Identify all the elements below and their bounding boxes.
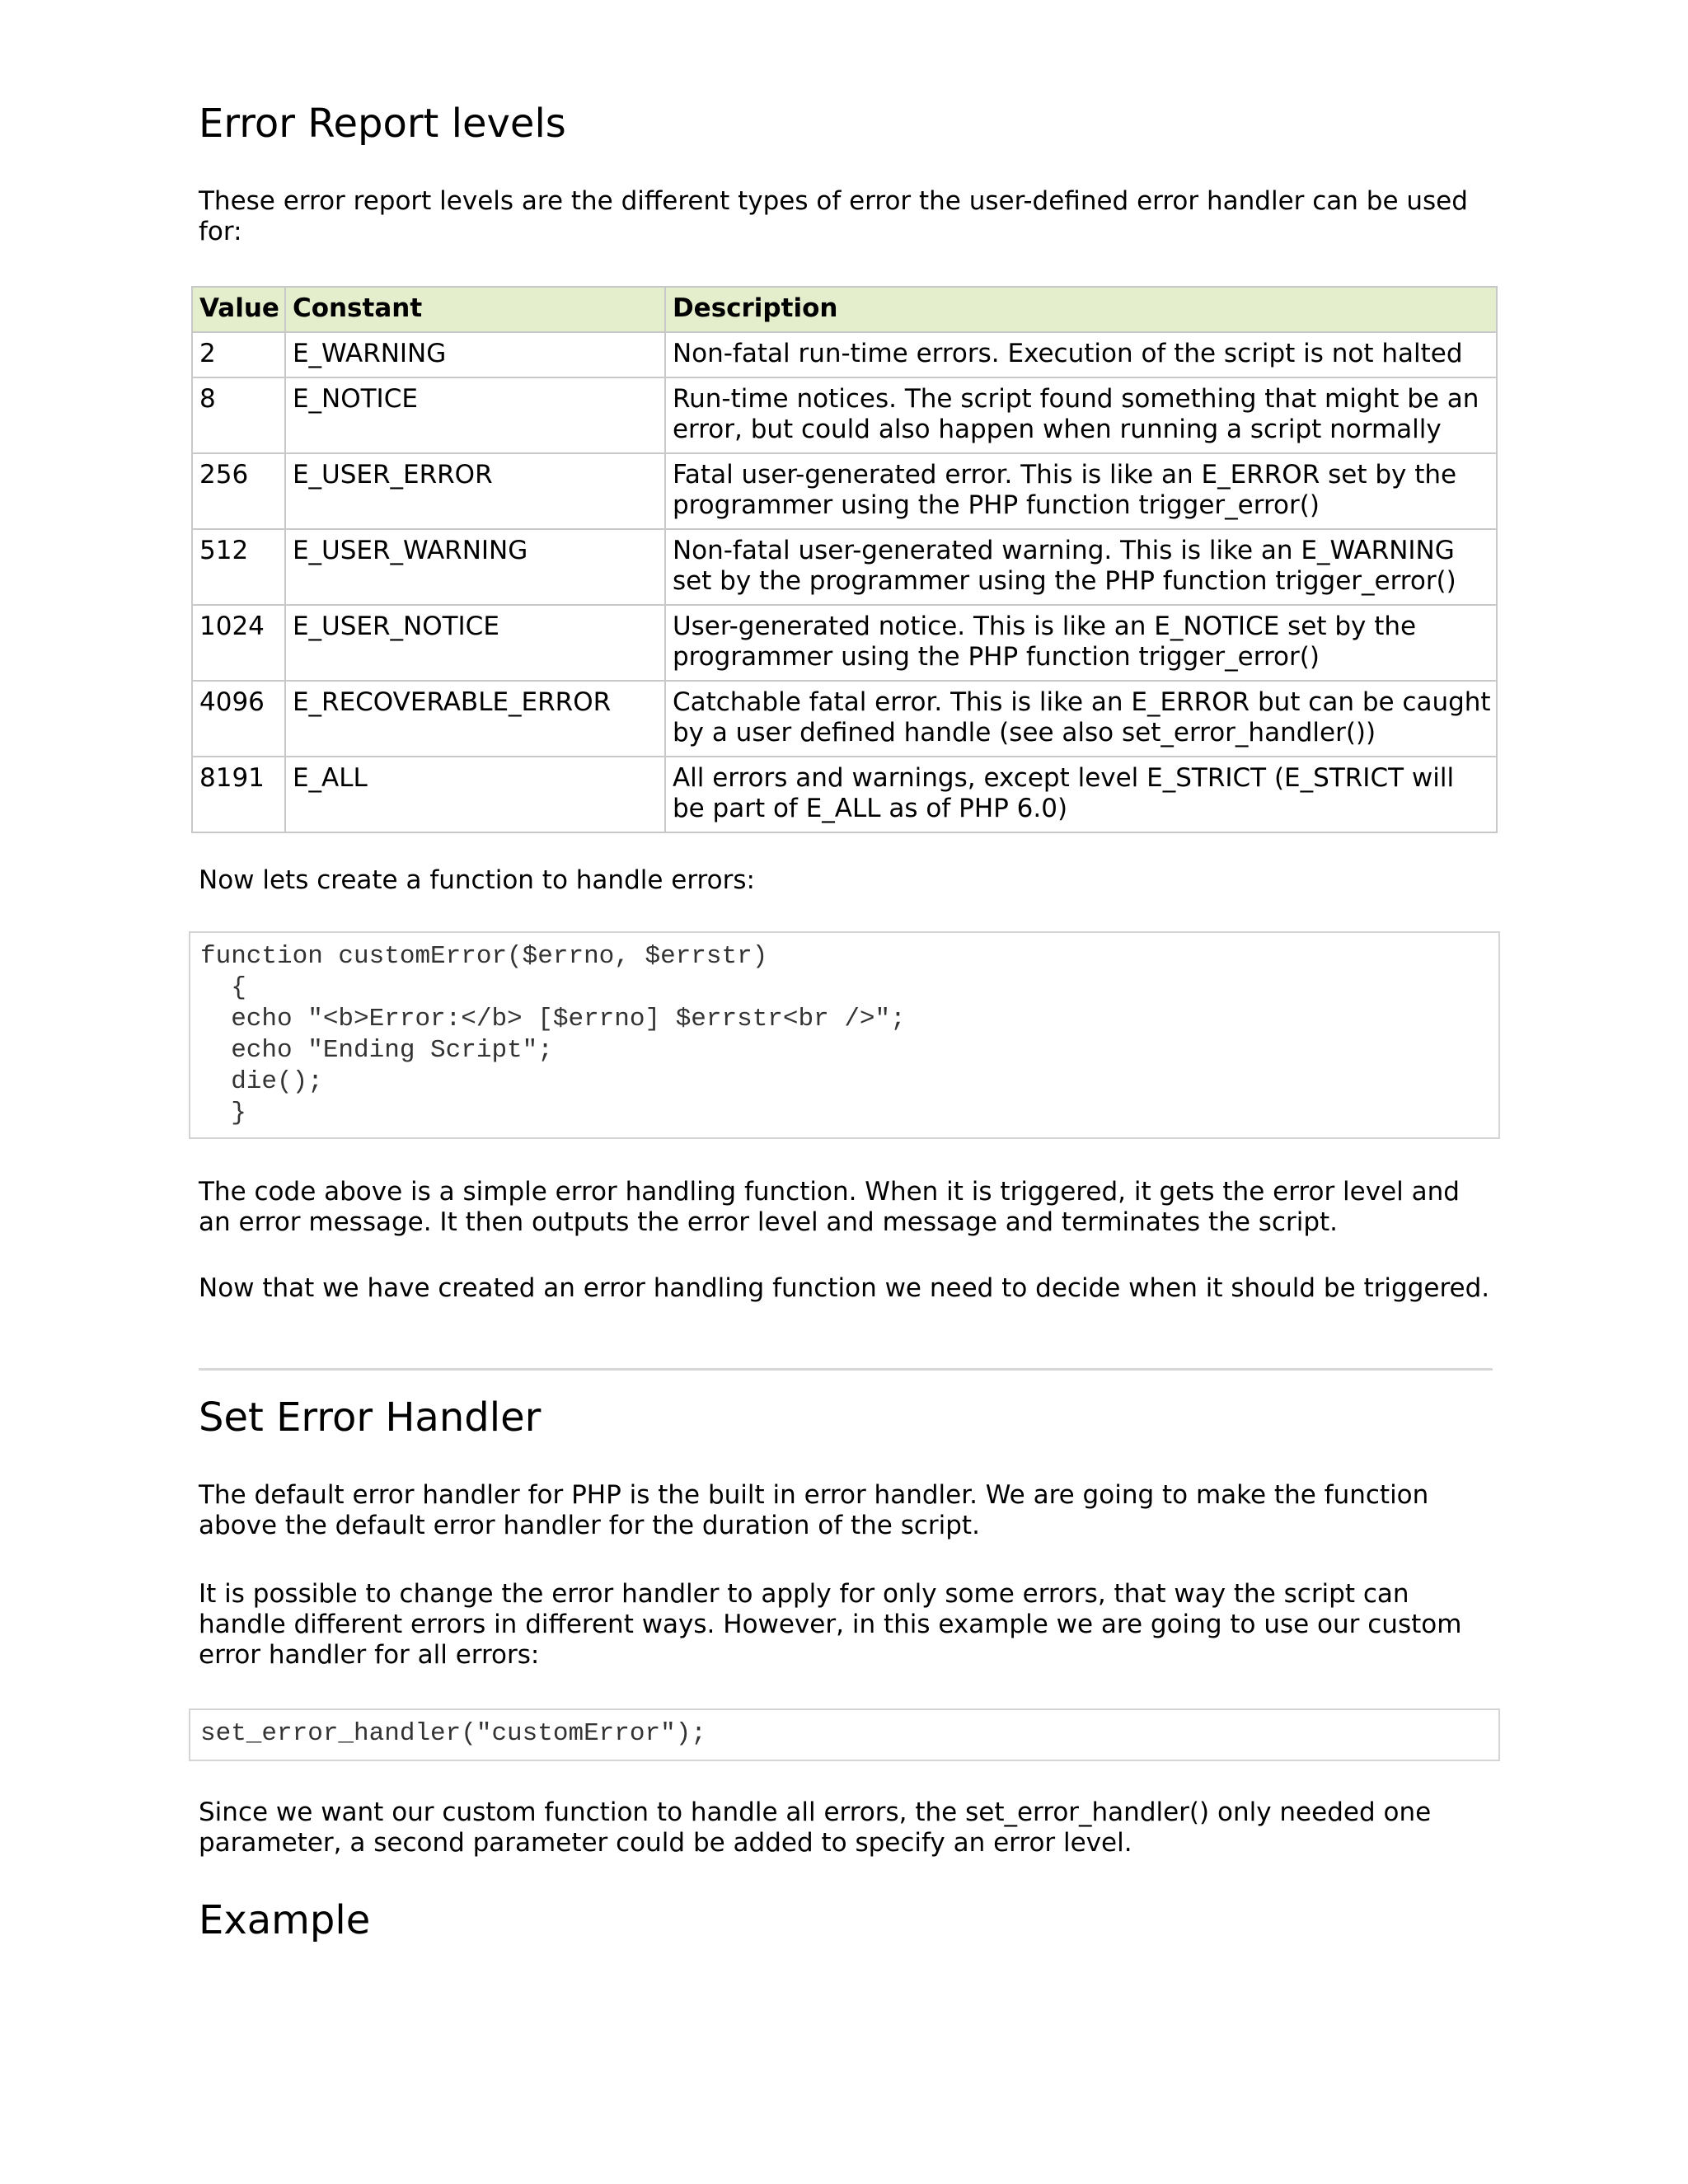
cell-constant: E_USER_WARNING [285,529,665,605]
set-handler-paragraph-3: Since we want our custom function to handle all errors, the set_error_handler() only needed one parameter, a second parameter could be added to specify an error level. [199,1797,1432,1858]
code-block-set-error-handler: set_error_handler("customError"); [189,1708,1500,1761]
cell-description: Non-fatal run-time errors. Execution of the script is not halted [665,332,1497,377]
cell-description: Run-time notices. The script found something that might be an error, but could also happen when running a script normally [665,377,1497,453]
decide-paragraph: Now that we have created an error handling function we need to decide when it should be triggered. [199,1273,1490,1303]
heading-example: Example [199,1897,371,1943]
table-row [192,681,1497,757]
error-levels-table [191,286,1498,833]
table-header-row [192,287,1497,332]
cell-constant: E_USER_ERROR [285,453,665,529]
heading-error-report-levels: Error Report levels [199,101,566,147]
header-constant: Constant [285,287,665,332]
table-row [192,453,1497,529]
cell-description: Fatal user-generated error. This is like an E_ERROR set by the programmer using the PHP function trigger_error() [665,453,1497,529]
table-row [192,377,1497,453]
cell-value: 256 [192,453,285,529]
table-row [192,529,1497,605]
header-value: Value [192,287,285,332]
header-description: Description [665,287,1497,332]
intro-paragraph: These error report levels are the different types of error the user-defined error handler can be used for: [199,186,1468,246]
cell-value: 8191 [192,757,285,832]
heading-set-error-handler: Set Error Handler [199,1394,542,1441]
cell-constant: E_WARNING [285,332,665,377]
cell-value: 1024 [192,605,285,681]
cell-value: 2 [192,332,285,377]
cell-constant: E_ALL [285,757,665,832]
cell-constant: E_RECOVERABLE_ERROR [285,681,665,757]
set-handler-paragraph-2: It is possible to change the error handler to apply for only some errors, that way the script can handle different errors in different ways. However, in this example we are going to use our custom error handler for all errors: [199,1579,1462,1670]
cell-constant: E_USER_NOTICE [285,605,665,681]
code-block-custom-error: function customError($errno, $errstr) { echo "<b>Error:</b> [$errno] $errstr<br />"; echo "Ending Script"; die(); } [189,931,1500,1139]
table-row [192,605,1497,681]
explain-paragraph: The code above is a simple error handling function. When it is triggered, it gets the error level and an error message. It then outputs the error level and message and terminates the script. [199,1177,1460,1237]
table-row [192,332,1497,377]
set-handler-paragraph-1: The default error handler for PHP is the built in error handler. We are going to make the function above the default error handler for the duration of the script. [199,1480,1429,1540]
cell-value: 4096 [192,681,285,757]
cell-description: All errors and warnings, except level E_STRICT (E_STRICT will be part of E_ALL as of PHP 6.0) [665,757,1497,832]
create-function-paragraph: Now lets create a function to handle errors: [199,865,755,895]
section-divider [199,1368,1493,1371]
cell-value: 512 [192,529,285,605]
cell-description: Catchable fatal error. This is like an E_ERROR but can be caught by a user defined handle (see also set_error_handler()) [665,681,1497,757]
cell-constant: E_NOTICE [285,377,665,453]
cell-description: Non-fatal user-generated warning. This is like an E_WARNING set by the programmer using the PHP function trigger_error() [665,529,1497,605]
cell-description: User-generated notice. This is like an E_NOTICE set by the programmer using the PHP function trigger_error() [665,605,1497,681]
table-row [192,757,1497,832]
cell-value: 8 [192,377,285,453]
